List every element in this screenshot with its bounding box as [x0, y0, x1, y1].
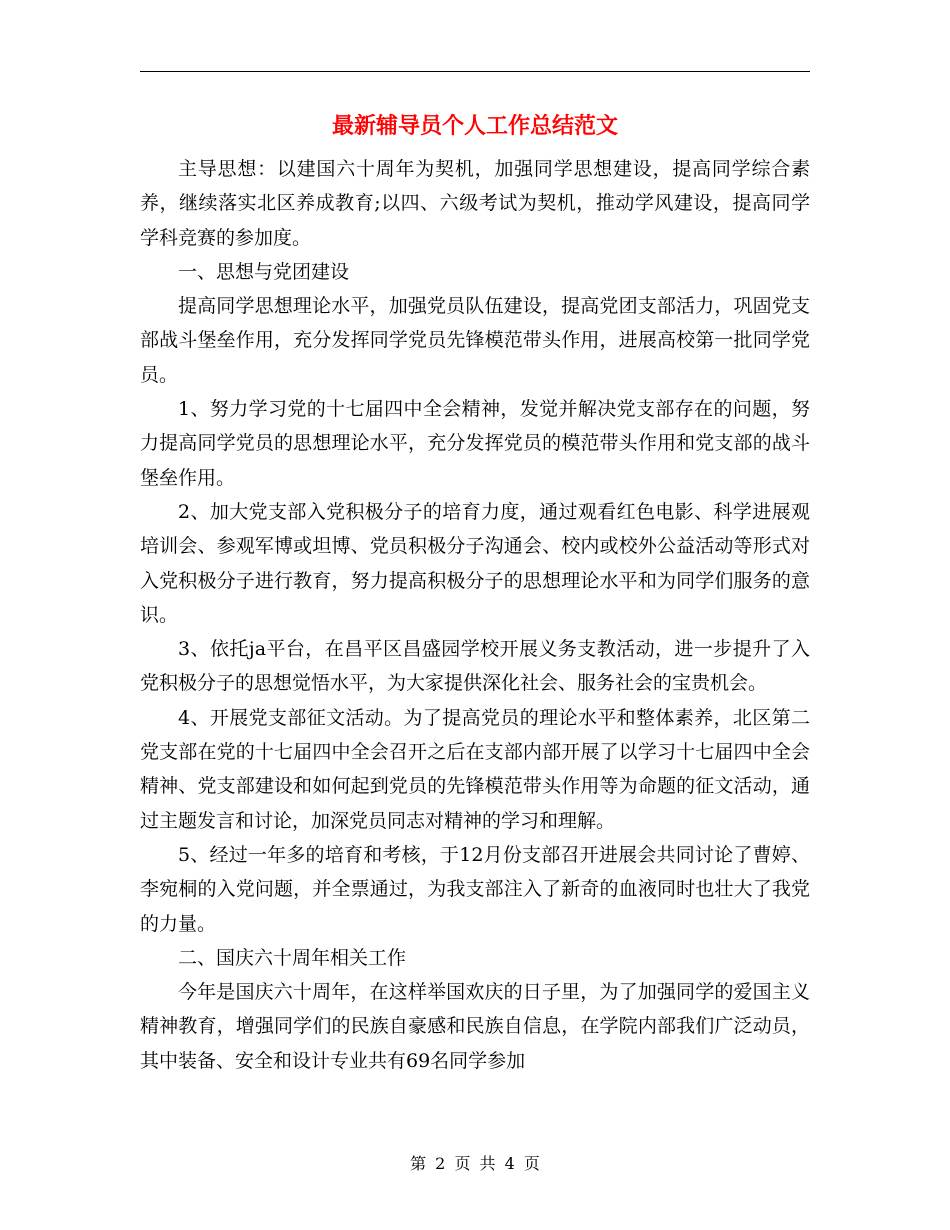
paragraph-item-3: 3、依托ja平台，在昌平区昌盛园学校开展义务支教活动，进一步提升了入党积极分子的思想觉悟水平，为大家提供深化社会、服务社会的宝贵机会。: [140, 638, 810, 695]
section-heading-2: 二、国庆六十周年相关工作: [178, 946, 407, 969]
paragraph-guiding-idea: 主导思想：以建国六十周年为契机，加强同学思想建设，提高同学综合素养，继续落实北区养成教育;以四、六级考试为契机，推动学风建设，提高同学学科竞赛的参加度。: [140, 158, 810, 249]
document-title: 最新辅导员个人工作总结范文: [331, 113, 618, 139]
paragraph-section-2-intro: 今年是国庆六十周年，在这样举国欢庆的日子里，为了加强同学的爱国主义精神教育，增强同学们的民族自豪感和民族自信息，在学院内部我们广泛动员，其中装备、安全和设计专业共有69名同学参加: [140, 981, 810, 1072]
paragraph-item-2: 2、加大党支部入党积极分子的培育力度，通过观看红色电影、科学进展观培训会、参观军博或坦博、党员积极分子沟通会、校内或校外公益活动等形式对入党积极分子进行教育，努力提高积极分子的思想理论水平和为同学们服务的意识。: [140, 500, 810, 626]
paragraph-item-4: 4、开展党支部征文活动。为了提高党员的理论水平和整体素养，北区第二党支部在党的十七届四中全会召开之后在支部内部开展了以学习十七届四中全会精神、党支部建设和如何起到党员的先锋模范带头作用等为命题的征文活动，通过主题发言和讨论，加深党员同志对精神的学习和理解。: [140, 706, 810, 832]
paragraph-section-1-intro: 提高同学思想理论水平，加强党员队伍建设，提高党团支部活力，巩固党支部战斗堡垒作用，充分发挥同学党员先锋模范带头作用，进展高校第一批同学党员。: [140, 295, 810, 386]
section-heading-1: 一、思想与党团建设: [178, 260, 350, 283]
paragraph-item-5: 5、经过一年多的培育和考核，于12月份支部召开进展会共同讨论了曹婷、李宛桐的入党问题，并全票通过，为我支部注入了新奇的血液同时也壮大了我党的力量。: [140, 843, 810, 935]
paragraph-item-1: 1、努力学习党的十七届四中全会精神，发觉并解决党支部存在的问题，努力提高同学党员的思想理论水平，充分发挥党员的模范带头作用和党支部的战斗堡垒作用。: [140, 398, 810, 489]
page-footer: 第 2 页 共 4 页: [410, 1154, 540, 1173]
document-body: [140, 152, 810, 1078]
header-rule: [140, 71, 810, 72]
